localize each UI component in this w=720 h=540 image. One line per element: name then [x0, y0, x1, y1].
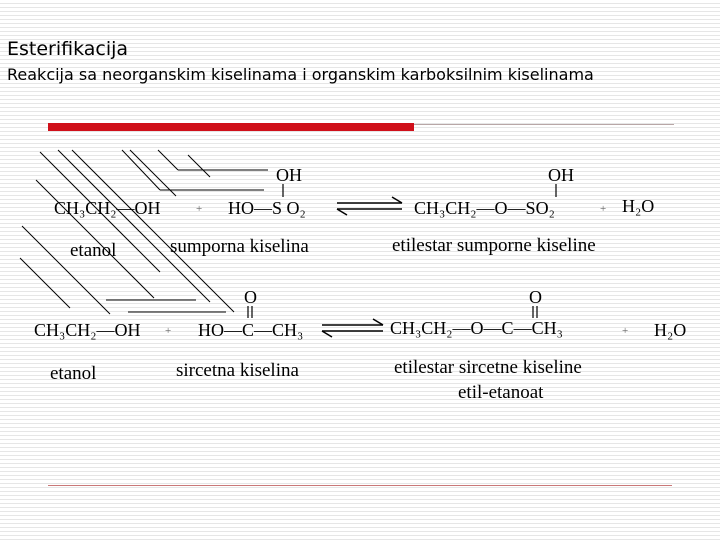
plus-sign: +	[600, 203, 607, 215]
equilibrium-arrow	[337, 197, 402, 215]
product-water-formula-2: H₂O	[654, 320, 687, 340]
product-ethyl-sulfate-formula: CH₃CH₂—O—SO₂	[414, 198, 555, 218]
product-water-formula: H₂O	[622, 196, 655, 216]
reactant-ethanol-formula-2: CH₃CH₂—OH	[34, 320, 141, 340]
plus-sign: +	[622, 325, 629, 337]
ester-carbonyl-o: O	[529, 287, 542, 307]
diagonal-strokes	[20, 150, 268, 314]
slide-title: Esterifikacija	[7, 38, 129, 60]
slide-subtitle: Reakcija sa neorganskim kiselinama i organskim karboksilnim kiselinama	[7, 65, 594, 84]
label-ethyl-ethanoate: etil-etanoat	[458, 382, 544, 403]
plus-sign: +	[196, 203, 203, 215]
label-ethyl-acetate: etilestar sircetne kiseline	[394, 357, 582, 378]
label-ethanol: etanol	[70, 240, 117, 261]
label-ethanol-2: etanol	[50, 363, 97, 384]
product-ethyl-acetate-formula: CH₃CH₂—O—C—CH₃	[390, 318, 563, 338]
label-ethyl-sulfate: etilestar sumporne kiseline	[392, 235, 596, 256]
label-acetic-acid: sircetna kiselina	[176, 360, 299, 381]
label-sulfuric-acid: sumporna kiselina	[170, 236, 309, 257]
reactant-sulfuric-acid-formula: HO—S O₂	[228, 198, 306, 218]
sulfuric-acid-oh-group: OH	[276, 165, 302, 185]
reactant-ethanol-formula: CH₃CH₂—OH	[54, 198, 161, 218]
equilibrium-arrow-2	[322, 319, 383, 337]
reactant-acetic-acid-formula: HO—C—CH₃	[198, 320, 304, 340]
ester-oh-group: OH	[548, 165, 574, 185]
acetic-acid-carbonyl-o: O	[244, 287, 257, 307]
plus-sign: +	[165, 325, 172, 337]
